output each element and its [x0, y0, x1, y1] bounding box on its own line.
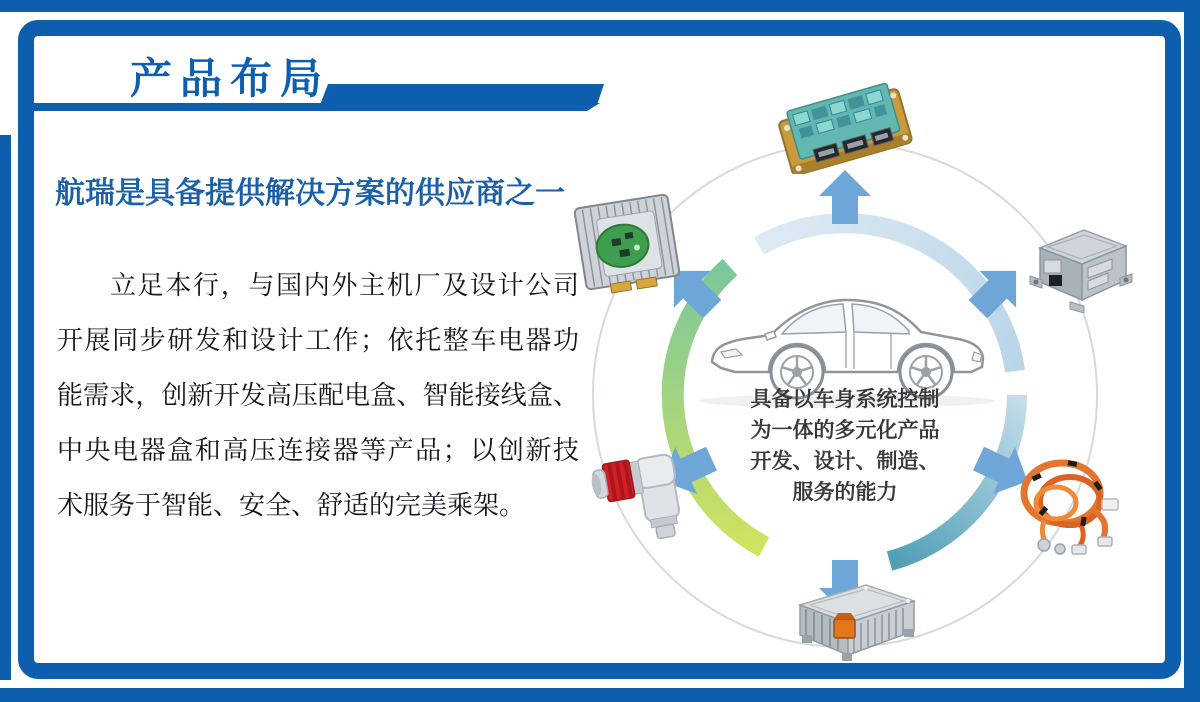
page-title: 产品布局	[130, 55, 331, 102]
outer-border-right	[1184, 0, 1200, 702]
product-pcb-board-image	[770, 72, 920, 174]
body-line: 开展同步研发和设计工作；依托整车电器功	[57, 326, 579, 355]
outer-border-bottom	[0, 688, 1200, 702]
product-cable-harness-image	[1010, 445, 1125, 557]
body-paragraph	[57, 258, 579, 533]
product-ecu-box-image	[1020, 218, 1138, 313]
product-controller-module-image	[570, 185, 685, 300]
product-inverter-box-image	[772, 575, 927, 670]
caption-line: 具备以车身系统控制	[750, 387, 940, 411]
title-side-bar	[320, 84, 604, 105]
center-caption	[715, 384, 975, 508]
caption-line: 为一体的多元化产品	[750, 418, 940, 442]
body-line: 术服务于智能、安全、舒适的完美乘架。	[57, 491, 526, 520]
outer-border-top	[0, 0, 1200, 12]
caption-line: 服务的能力	[792, 480, 898, 504]
outer-border-left	[0, 135, 11, 680]
headline: 航瑞是具备提供解决方案的供应商之一	[55, 177, 565, 210]
body-line: 立足本行，与国内外主机厂及设计公司	[110, 271, 579, 300]
product-hv-connector-image	[582, 425, 700, 543]
body-line: 中央电器盒和高压连接器等产品；以创新技	[57, 436, 579, 465]
caption-line: 开发、设计、制造、	[750, 449, 940, 473]
body-line: 能需求，创新开发高压配电盒、智能接线盒、	[57, 381, 579, 410]
